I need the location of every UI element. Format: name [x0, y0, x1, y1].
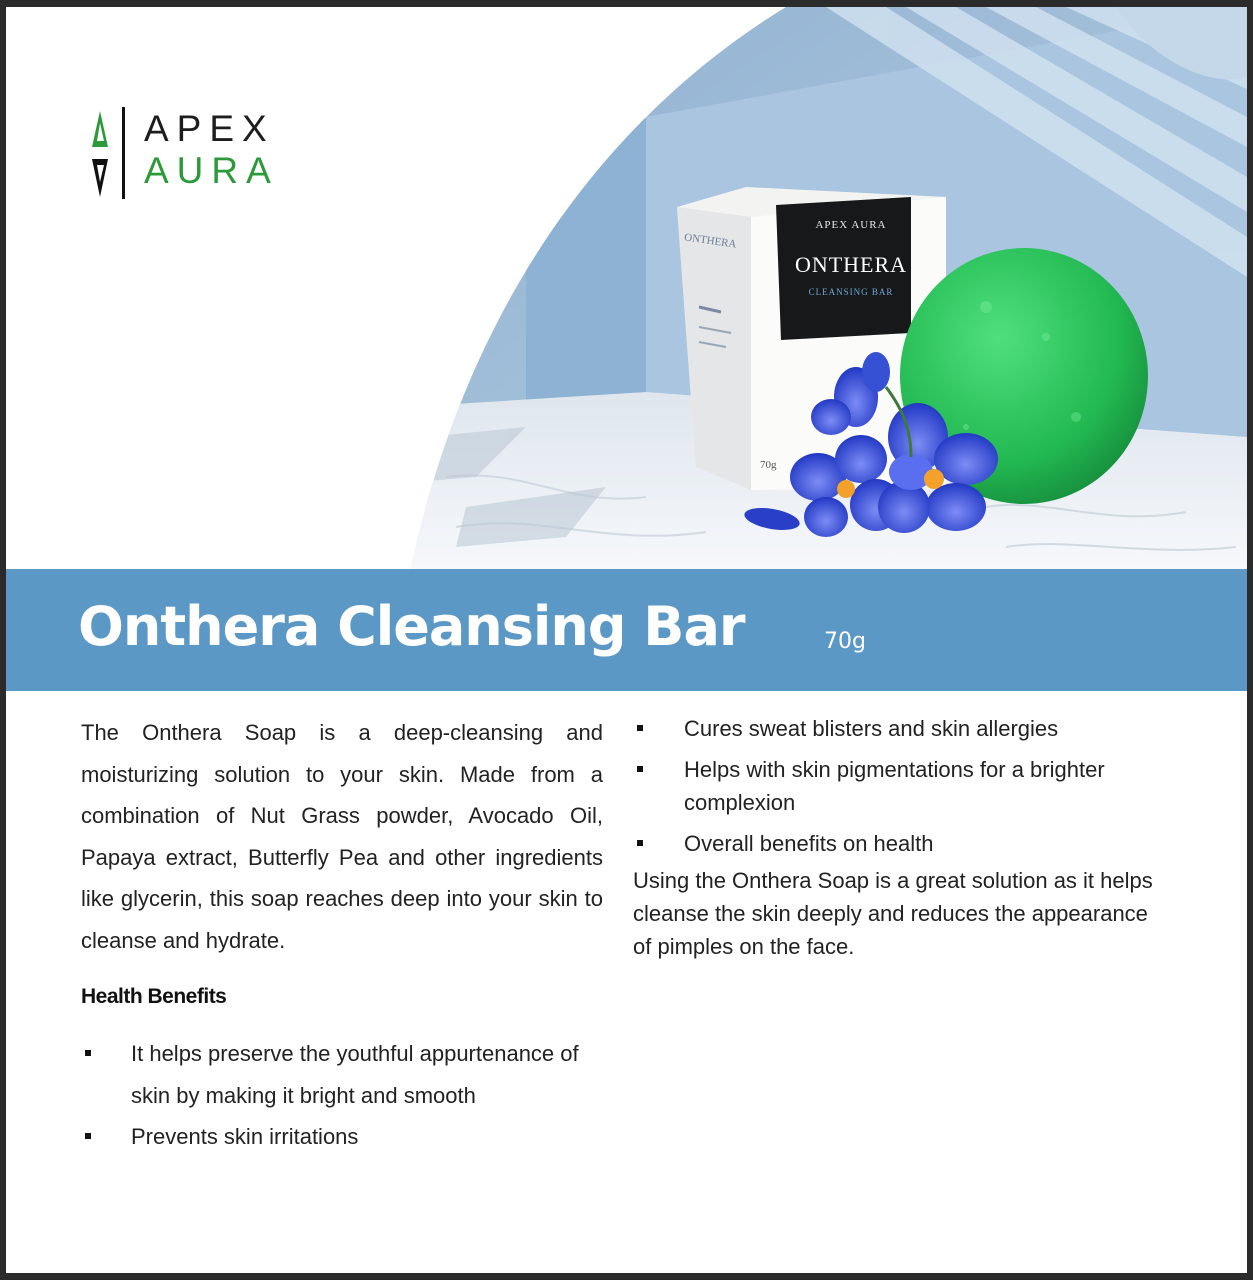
box-subtitle: CLEANSING BAR: [808, 287, 894, 297]
bullet-icon: [85, 1133, 91, 1139]
list-item: [633, 827, 1153, 860]
product-title: Onthera Cleansing Bar: [78, 595, 745, 658]
closing-paragraph: Using the Onthera Soap is a great solution as it helps cleanse the skin deeply and reduces the appearance of pimples on the face.: [633, 868, 1153, 959]
product-sheet: [6, 7, 1247, 1273]
left-column: [81, 712, 603, 1158]
intro-paragraph: The Onthera Soap is a deep-cleansing and moisturizing solution to your skin. Made from a combination of Nut Grass powder, Avocado Oil, Papaya extract, Butterfly Pea and other ingredients like glycerin, this soap reaches deep into your skin to cleanse and hydrate.: [81, 720, 603, 953]
bullet-icon: [637, 766, 643, 772]
hero-illustration: [6, 7, 1247, 569]
bullet-icon: [85, 1050, 91, 1056]
list-item: [81, 1033, 603, 1116]
brand-logo: [88, 107, 279, 207]
list-item-text: Helps with skin pigmentations for a brighter complexion: [684, 757, 1105, 815]
logo-word-aura: AURA: [144, 150, 279, 191]
list-item-text: Cures sweat blisters and skin allergies: [684, 716, 1059, 741]
benefits-list-right: [633, 712, 1153, 860]
list-item: [633, 753, 1153, 819]
product-weight: 70g: [824, 629, 866, 654]
box-side-label: ONTHERA: [683, 231, 738, 251]
box-product-name: ONTHERA: [794, 252, 908, 277]
right-column: [633, 712, 1153, 963]
box-weight-label: 70g: [760, 459, 777, 471]
logo-word-apex: APEX: [144, 108, 275, 149]
logo-mark-icon: [88, 107, 140, 203]
list-item: [633, 712, 1153, 745]
list-item-text: Overall benefits on health: [684, 831, 934, 856]
bullet-icon: [637, 840, 643, 846]
benefits-heading: Health Benefits: [81, 985, 227, 1008]
benefits-list-left: [81, 1033, 603, 1158]
list-item: [81, 1116, 603, 1158]
list-item-text: Prevents skin irritations: [131, 1124, 359, 1149]
box-brand-text: APEX AURA: [815, 219, 887, 231]
bullet-icon: [637, 725, 643, 731]
list-item-text: It helps preserve the youthful appurtenance of skin by making it bright and smooth: [131, 1041, 579, 1108]
hero-image: [6, 7, 1247, 569]
